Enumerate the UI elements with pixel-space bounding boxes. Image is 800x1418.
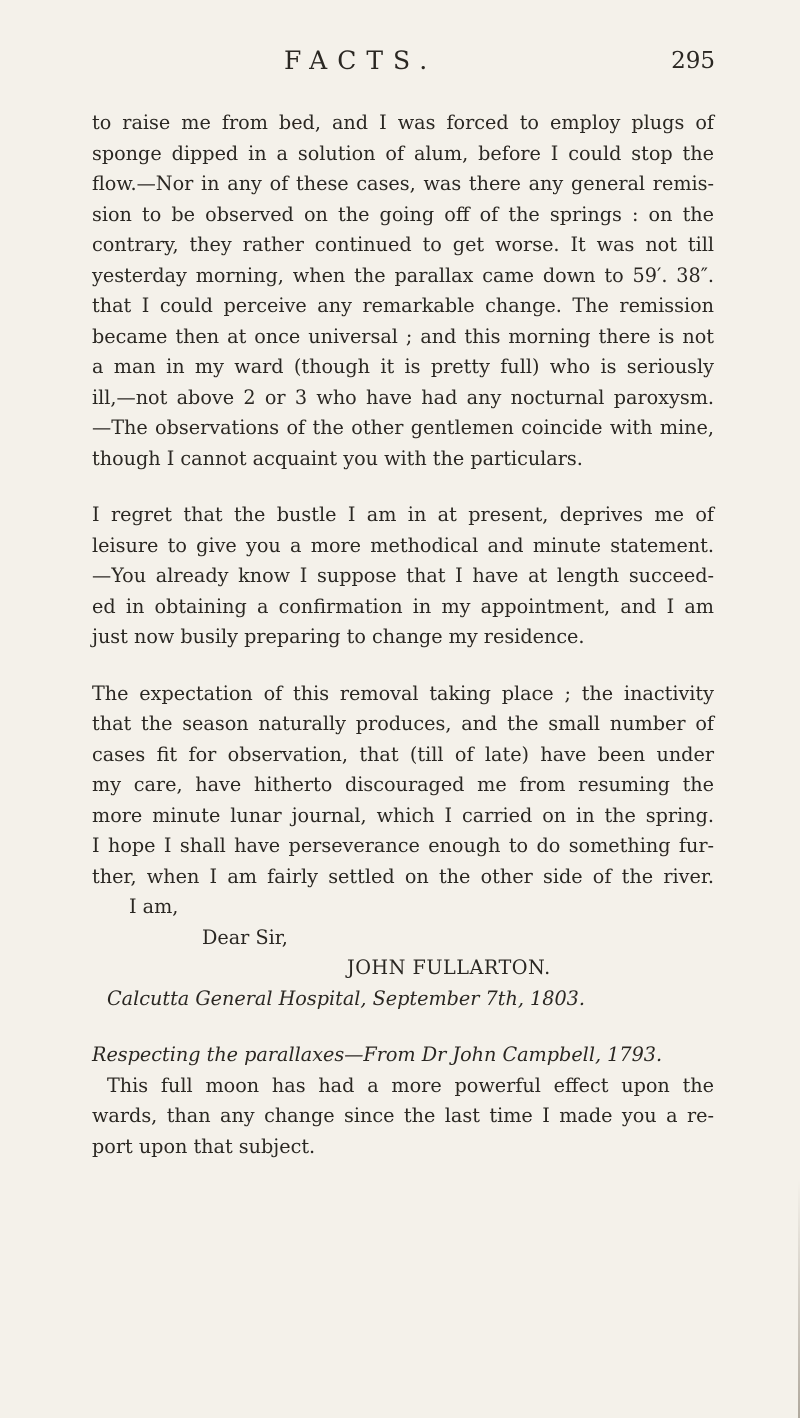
running-head: FACTS. bbox=[284, 46, 438, 75]
text-line: a man in my ward (though it is pretty full) who is seriously bbox=[92, 355, 714, 378]
text-line: —The observations of the other gentlemen coincide with mine, bbox=[92, 416, 714, 439]
text-line: leisure to give you a more methodical and minute statement. bbox=[92, 533, 714, 557]
text-line: that I could perceive any remarkable change. The remission bbox=[92, 294, 714, 317]
text-line: The expectation of this removal taking place ; the inactivity bbox=[92, 681, 714, 705]
text-line: I hope I shall have perseverance enough to do something fur- bbox=[92, 834, 714, 857]
page-number: 295 bbox=[671, 48, 715, 74]
text-line: just now busily preparing to change my residence. bbox=[92, 625, 585, 648]
text-line: yesterday morning, when the parallax came down to 59′. 38″. bbox=[92, 263, 714, 287]
signature: JOHN FULLARTON. bbox=[347, 956, 551, 979]
text-line: cases fit for observation, that (till of late) have been under bbox=[92, 742, 714, 766]
text-line: to raise me from bed, and I was forced to employ plugs of bbox=[92, 111, 714, 134]
text-line: This full moon has had a more powerful effect upon the bbox=[107, 1073, 714, 1097]
text-line: that the season naturally produces, and the small number of bbox=[92, 712, 714, 735]
letter-closing bbox=[92, 892, 714, 1014]
text-line: port upon that subject. bbox=[92, 1134, 316, 1158]
text-line: I regret that the bustle I am in at present, deprives me of bbox=[92, 503, 714, 526]
text-line: wards, than any change since the last time I made you a re- bbox=[92, 1104, 714, 1127]
section-campbell bbox=[92, 1040, 714, 1162]
text-line: more minute lunar journal, which I carried on in the spring. bbox=[92, 803, 714, 827]
text-line: flow.—Nor in any of these cases, was there any general remis- bbox=[92, 172, 714, 195]
text-line: ed in obtaining a confirmation in my appointment, and I am bbox=[92, 594, 714, 618]
closing-salutation: Dear Sir, bbox=[202, 925, 288, 949]
text-line: ther, when I am fairly settled on the other side of the river. bbox=[92, 864, 714, 888]
text-line: sion to be observed on the going off of the springs : on the bbox=[92, 202, 714, 226]
paragraph-2 bbox=[92, 500, 714, 653]
page-header bbox=[0, 46, 800, 86]
text-line: sponge dipped in a solution of alum, before I could stop the bbox=[92, 141, 714, 165]
text-line: though I cannot acquaint you with the particulars. bbox=[92, 446, 583, 470]
paragraph-3 bbox=[92, 679, 714, 893]
paragraph-1 bbox=[92, 108, 714, 474]
text-line: became then at once universal ; and this morning there is not bbox=[92, 324, 714, 348]
text-line: contrary, they rather continued to get worse. It was not till bbox=[92, 233, 714, 256]
text-line: my care, have hitherto discouraged me from resuming the bbox=[92, 773, 714, 796]
section-heading: Respecting the parallaxes—From Dr John Campbell, 1793. bbox=[92, 1043, 663, 1066]
body-text bbox=[92, 108, 714, 1162]
text-line: —You already know I suppose that I have at length succeed- bbox=[92, 564, 714, 587]
closing-i-am: I am, bbox=[129, 895, 179, 918]
text-line: ill,—not above 2 or 3 who have had any nocturnal paroxysm. bbox=[92, 385, 714, 409]
place-date-line: Calcutta General Hospital, September 7th, 1803. bbox=[107, 986, 585, 1010]
